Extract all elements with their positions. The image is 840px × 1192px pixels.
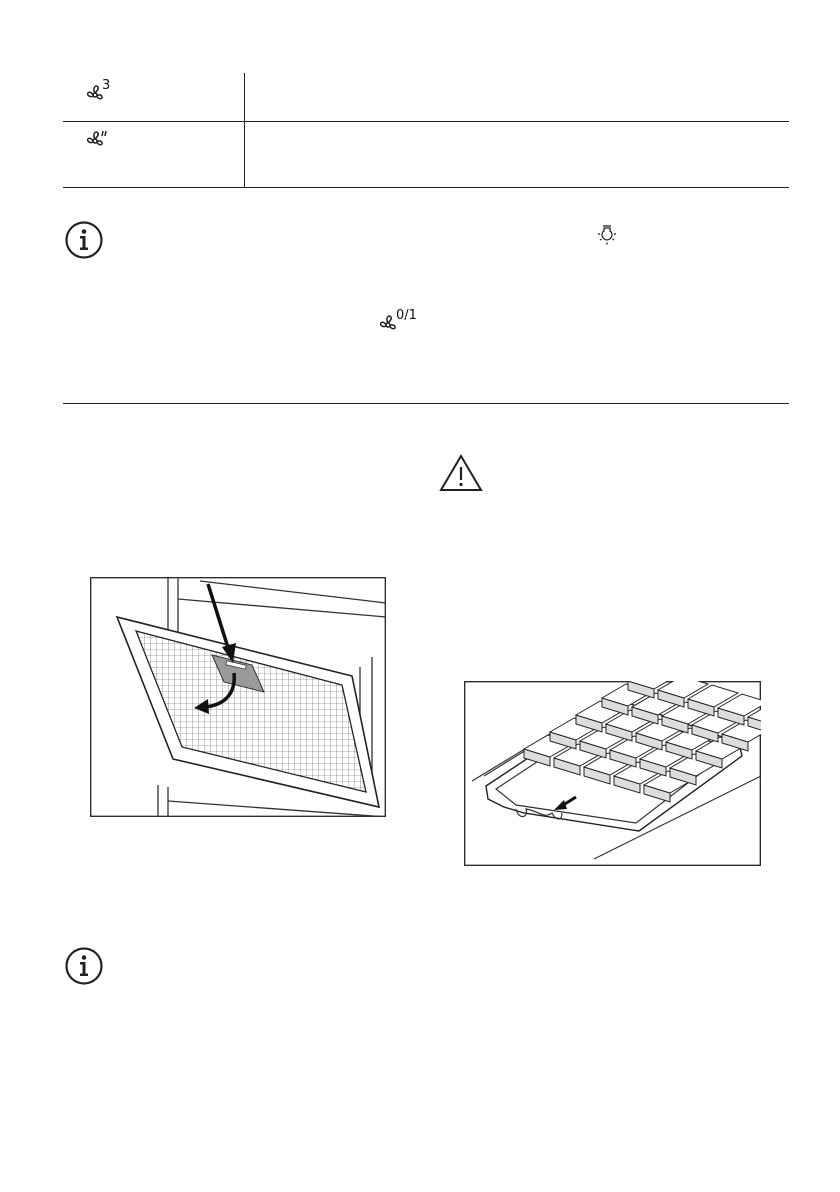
info-icon xyxy=(64,220,104,260)
fan-speed-superscript: 0/1 xyxy=(396,308,417,323)
carbon-filter-illustration xyxy=(464,681,761,866)
info-icon xyxy=(64,946,104,986)
table-row xyxy=(84,128,124,154)
fan-speed-superscript: 3 xyxy=(102,78,111,93)
table-row xyxy=(84,80,124,106)
inline-fan-symbol xyxy=(377,309,427,335)
warning-triangle-icon xyxy=(439,454,483,492)
light-bulb-icon xyxy=(596,224,618,248)
section-divider xyxy=(63,403,789,404)
fan-boost-icon xyxy=(84,128,110,150)
grease-filter-removal-illustration xyxy=(90,577,386,817)
